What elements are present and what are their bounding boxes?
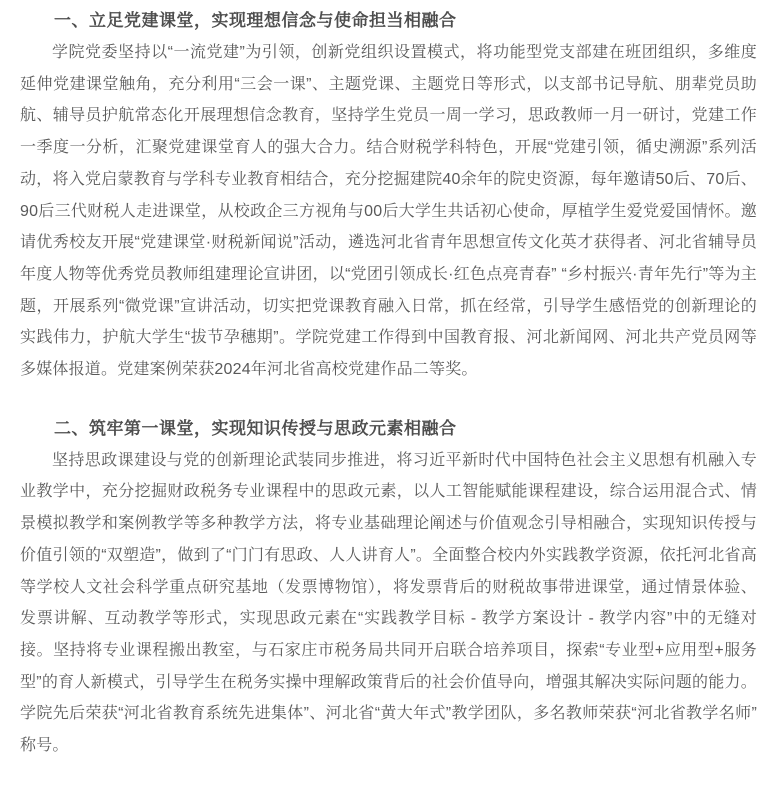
section-first-classroom [20, 413, 757, 762]
section-2-paragraph: 坚持思政课建设与党的创新理论武装同步推进，将习近平新时代中国特色社会主义思想有机融入专业教学中，充分挖掘财政税务专业课程中的思政元素，以人工智能赋能课程建设，综合运用混合式、情景模拟教学和案例教学等多种教学方法，将专业基础理论阐述与价值观念引导相融合，实现知识传授与价值引领的“双塑造”，做到了“门门有思政、人人讲育人”。全面整合校内外实践教学资源，依托河北省高等学校人文社会科学重点研究基地（发票博物馆），将发票背后的财税故事带进课堂，通过情景体验、发票讲解、互动教学等形式，实现思政元素在“实践教学目标 - 教学方案设计 - 教学内容”中的无缝对接。坚持将专业课程搬出教室，与石家庄市税务局共同开启联合培养项目，探索“专业型+应用型+服务型”的育人新模式，引导学生在税务实操中理解政策背后的社会价值导向，增强其解决实际问题的能力。学院先后荣获“河北省教育系统先进集体”、河北省“黄大年式”教学团队，多名教师荣获“河北省教学名师”称号。 [20, 451, 757, 755]
section-2-heading: 二、筑牢第一课堂，实现知识传授与思政元素相融合 [54, 418, 457, 438]
section-1-heading: 一、立足党建课堂，实现理想信念与使命担当相融合 [54, 11, 457, 30]
section-1-paragraph: 学院党委坚持以“一流党建”为引领，创新党组织设置模式，将功能型党支部建在班团组织，多维度延伸党建课堂触角，充分利用“三会一课”、主题党课、主题党日等形式，以支部书记导航、朋辈党员助航、辅导员护航常态化开展理想信念教育，坚持学生党员一周一学习，思政教师一月一研讨，党建工作一季度一分析，汇聚党建课堂育人的强大合力。结合财税学科特色，开展“党建引领，循史溯源”系列活动，将入党启蒙教育与学科专业教育相结合，充分挖掘建院40余年的院史资源，每年邀请50后、70后、90后三代财税人走进课堂，从校政企三方视角与00后大学生共话初心使命，厚植学生爱党爱国情怀。邀请优秀校友开展“党建课堂·财税新闻说”活动，遴选河北省青年思想宣传文化英才获得者、河北省辅导员年度人物等优秀党员教师组建理论宣讲团，以“党团引领成长·红色点亮青春” “乡村振兴·青年先行”等为主题，开展系列“微党课”宣讲活动，切实把党课教育融入日常，抓在经常，引导学生感悟党的创新理论的实践伟力，护航大学生“拔节孕穗期”。学院党建工作得到中国教育报、河北新闻网、河北共产党员网等多媒体报道。党建案例荣获2024年河北省高校党建作品二等奖。 [20, 44, 757, 379]
section-party-building-classroom [20, 5, 757, 386]
